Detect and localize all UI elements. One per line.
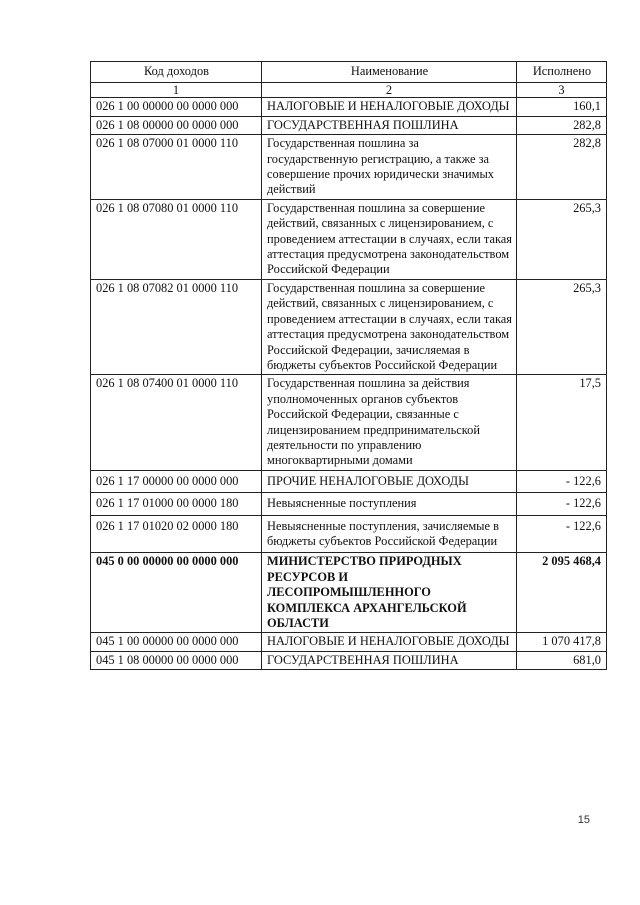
header-name: Наименование — [262, 62, 517, 83]
table-row — [91, 135, 607, 200]
row-name: НАЛОГОВЫЕ И НЕНАЛОГОВЫЕ ДОХОДЫ — [262, 98, 517, 116]
row-name: Государственная пошлина за совершение действий, связанных с лицензированием, с проведением аттестации в случаях, если такая аттестация предусмотрена законодательством Российской Федерации, зачисляемая в бюджеты субъектов Российской Федерации — [262, 279, 517, 374]
row-code: 026 1 00 00000 00 0000 000 — [91, 98, 262, 116]
row-value: 265,3 — [517, 279, 607, 374]
table-row — [91, 98, 607, 116]
row-name: Государственная пошлина за государственную регистрацию, а также за совершение прочих юридически значимых действий — [262, 135, 517, 200]
row-value: 265,3 — [517, 199, 607, 279]
table-row — [91, 199, 607, 279]
row-code: 026 1 17 01000 00 0000 180 — [91, 493, 262, 515]
table-row — [91, 651, 607, 669]
table-row — [91, 493, 607, 515]
row-value: 1 070 417,8 — [517, 633, 607, 651]
column-number-row — [91, 83, 607, 98]
row-name: Государственная пошлина за действия уполномоченных органов субъектов Российской Федерации, связанные с лицензированием предпринимательской деятельности по управлению многоквартирными домами — [262, 375, 517, 470]
table-header — [91, 62, 607, 98]
row-value: 2 095 468,4 — [517, 553, 607, 633]
row-name: МИНИСТЕРСТВО ПРИРОДНЫХ РЕСУРСОВ И ЛЕСОПРОМЫШЛЕННОГО КОМПЛЕКСА АРХАНГЕЛЬСКОЙ ОБЛАСТИ — [262, 553, 517, 633]
row-code: 045 1 08 00000 00 0000 000 — [91, 651, 262, 669]
table-row-ministry — [91, 553, 607, 633]
row-code: 026 1 17 00000 00 0000 000 — [91, 470, 262, 492]
row-value: 681,0 — [517, 651, 607, 669]
table-row — [91, 470, 607, 492]
table-row — [91, 633, 607, 651]
row-name: ГОСУДАРСТВЕННАЯ ПОШЛИНА — [262, 651, 517, 669]
row-code: 026 1 08 00000 00 0000 000 — [91, 116, 262, 134]
row-code: 026 1 08 07082 01 0000 110 — [91, 279, 262, 374]
table-row — [91, 116, 607, 134]
row-value: - 122,6 — [517, 493, 607, 515]
row-name: Невыясненные поступления — [262, 493, 517, 515]
row-value: 160,1 — [517, 98, 607, 116]
row-code: 045 1 00 00000 00 0000 000 — [91, 633, 262, 651]
revenue-table-container — [90, 61, 606, 670]
row-name: НАЛОГОВЫЕ И НЕНАЛОГОВЫЕ ДОХОДЫ — [262, 633, 517, 651]
column-number-1: 1 — [91, 83, 262, 98]
header-executed: Исполнено — [517, 62, 607, 83]
row-code: 026 1 17 01020 02 0000 180 — [91, 515, 262, 553]
row-name: Невыясненные поступления, зачисляемые в бюджеты субъектов Российской Федерации — [262, 515, 517, 553]
row-name: ПРОЧИЕ НЕНАЛОГОВЫЕ ДОХОДЫ — [262, 470, 517, 492]
column-number-2: 2 — [262, 83, 517, 98]
row-value: - 122,6 — [517, 515, 607, 553]
table-body — [91, 98, 607, 670]
row-code: 026 1 08 07080 01 0000 110 — [91, 199, 262, 279]
row-code: 026 1 08 07400 01 0000 110 — [91, 375, 262, 470]
table-row — [91, 279, 607, 374]
page-number: 15 — [577, 814, 590, 826]
table-row — [91, 515, 607, 553]
row-code: 045 0 00 00000 00 0000 000 — [91, 553, 262, 633]
row-name: ГОСУДАРСТВЕННАЯ ПОШЛИНА — [262, 116, 517, 134]
row-name: Государственная пошлина за совершение действий, связанных с лицензированием, с проведением аттестации в случаях, если такая аттестация предусмотрена законодательством Российской Федерации — [262, 199, 517, 279]
row-value: 282,8 — [517, 135, 607, 200]
row-code: 026 1 08 07000 01 0000 110 — [91, 135, 262, 200]
row-value: 282,8 — [517, 116, 607, 134]
revenue-table — [90, 61, 607, 670]
row-value: 17,5 — [517, 375, 607, 470]
row-value: - 122,6 — [517, 470, 607, 492]
table-row — [91, 375, 607, 470]
header-row — [91, 62, 607, 83]
header-code: Код доходов — [91, 62, 262, 83]
column-number-3: 3 — [517, 83, 607, 98]
